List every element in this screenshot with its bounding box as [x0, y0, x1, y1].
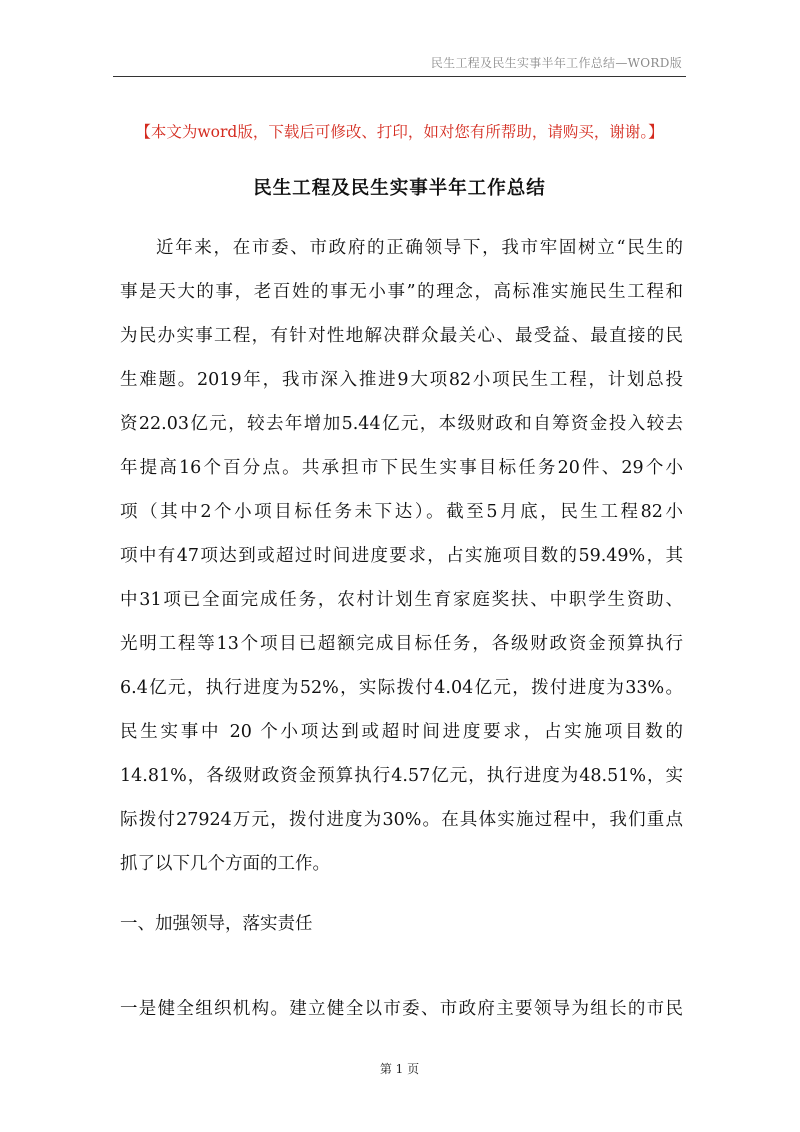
paragraph-line: 项（其中2个小项目标任务未下达）。截至5月底，民生工程82小 [120, 502, 683, 522]
section-first-line: 一是健全组织机构。建立健全以市委、市政府主要领导为组长的市民 [120, 999, 683, 1019]
paragraph-line: 项中有47项达到或超过时间进度要求，占实施项目数的59.49%，其 [120, 546, 683, 566]
page-number: 第 1 页 [379, 1062, 420, 1076]
section-heading: 一、加强领导，落实责任 [120, 914, 313, 934]
paragraph-line: 际拨付27924万元，拨付进度为30%。在具体实施过程中，我们重点 [120, 810, 683, 830]
paragraph-line: 近年来，在市委、市政府的正确领导下，我市牢固树立“民生的 [156, 238, 683, 258]
document-title: 民生工程及民生实事半年工作总结 [253, 178, 546, 199]
paragraph-line: 光明工程等13个项目已超额完成目标任务，各级财政资金预算执行 [120, 634, 683, 654]
paragraph-line: 14.81%，各级财政资金预算执行4.57亿元，执行进度为48.51%，实 [120, 766, 683, 786]
header-divider [113, 76, 686, 77]
paragraph-line: 生难题。2019年，我市深入推进9大项82小项民生工程，计划总投 [120, 370, 683, 390]
paragraph-line: 年提高16个百分点。共承担市下民生实事目标任务20件、29个小 [120, 458, 683, 478]
paragraph-line: 资22.03亿元，较去年增加5.44亿元，本级财政和自筹资金投入较去 [120, 414, 683, 434]
paragraph-line: 6.4亿元，执行进度为52%，实际拨付4.04亿元，拨付进度为33%。 [120, 678, 683, 698]
paragraph-line: 事是天大的事，老百姓的事无小事”的理念，高标准实施民生工程和 [120, 282, 683, 302]
running-header: 民生工程及民生实事半年工作总结—WORD版 [430, 56, 682, 70]
purchase-notice: 【本文为word版，下载后可修改、打印，如对您有所帮助，请购买，谢谢。】 [135, 123, 664, 141]
paragraph-line: 民生实事中 20 个小项达到或超时间进度要求，占实施项目数的 [120, 722, 683, 742]
paragraph-line: 为民办实事工程，有针对性地解决群众最关心、最受益、最直接的民 [120, 326, 683, 346]
paragraph-line: 抓了以下几个方面的工作。 [120, 854, 330, 874]
paragraph-line: 中31项已全面完成任务，农村计划生育家庭奖扶、中职学生资助、 [120, 590, 683, 610]
